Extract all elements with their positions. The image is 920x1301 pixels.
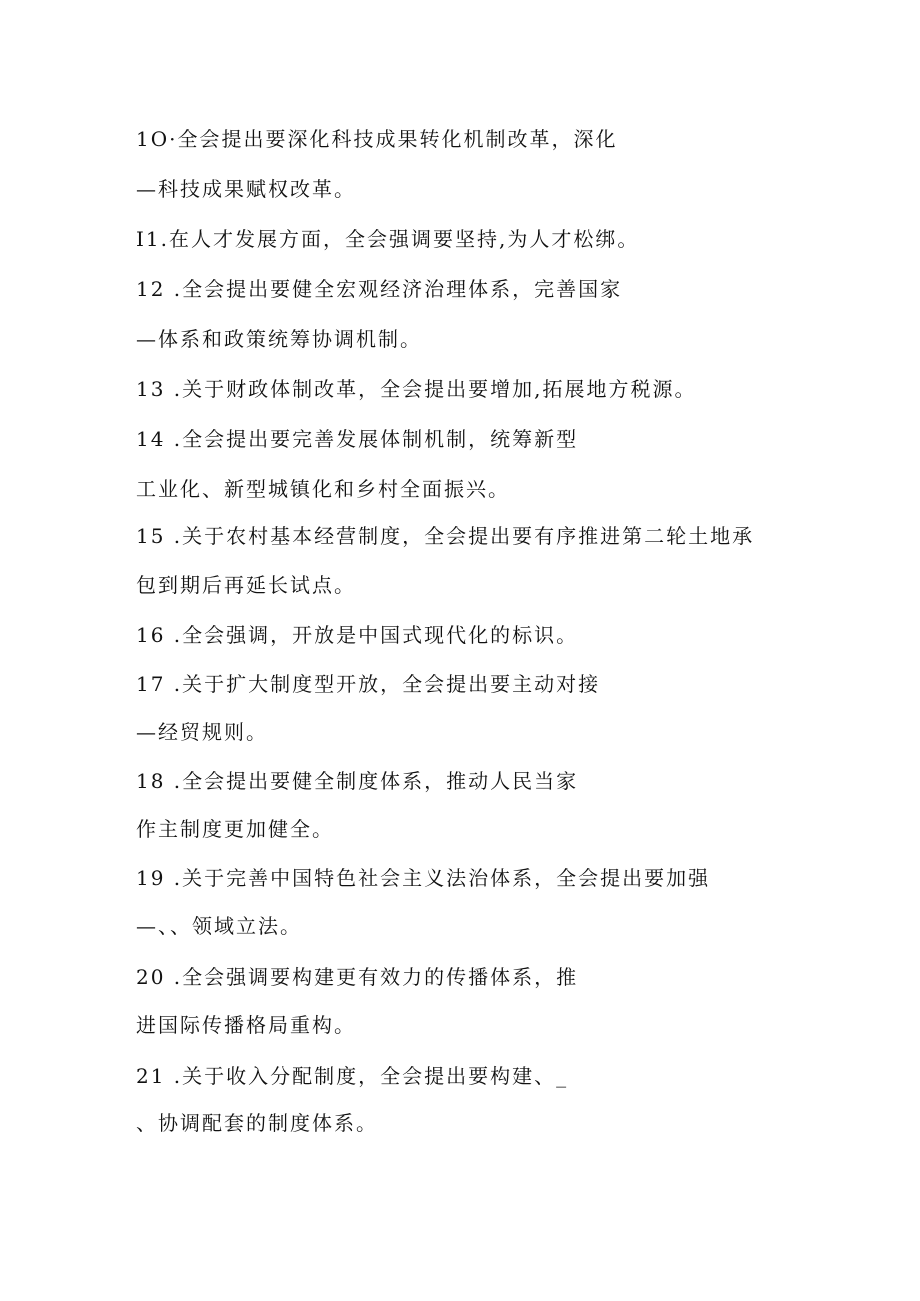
question-20-line-2: 进国际传播格局重构。 bbox=[136, 1013, 356, 1037]
question-17-line-2: —经贸规则。 bbox=[136, 720, 268, 744]
question-18-line-2: 作主制度更加健全。 bbox=[136, 817, 334, 841]
question-10-line-1: 1O·全会提出要深化科技成果转化机制改革，深化 bbox=[136, 127, 618, 151]
question-14-line-2: 工业化、新型城镇化和乡村全面振兴。 bbox=[136, 477, 510, 501]
question-16-line-1: 16 .全会强调，开放是中国式现代化的标识。 bbox=[136, 623, 579, 647]
question-12-line-2: —体系和政策统筹协调机制。 bbox=[136, 327, 422, 351]
question-14-line-1: 14 .全会提出要完善发展体制机制，统筹新型 bbox=[136, 427, 579, 451]
question-15-line-2: 包到期后再延长试点。 bbox=[136, 573, 356, 597]
question-19-line-1: 19 .关于完善中国特色社会主义法治体系，全会提出要加强 bbox=[136, 866, 711, 890]
question-19-line-2: —、、领域立法。 bbox=[136, 914, 302, 938]
question-17-line-1: 17 .关于扩大制度型开放，全会提出要主动对接 bbox=[136, 672, 601, 696]
question-12-line-1: 12 .全会提出要健全宏观经济治理体系，完善国家 bbox=[136, 277, 623, 301]
question-21-line-1: 21 .关于收入分配制度，全会提出要构建、_ bbox=[136, 1064, 569, 1088]
question-18-line-1: 18 .全会提出要健全制度体系，推动人民当家 bbox=[136, 769, 579, 793]
question-20-line-1: 20 .全会强调要构建更有效力的传播体系，推 bbox=[136, 965, 579, 989]
question-15-line-1: 15 .关于农村基本经营制度，全会提出要有序推进第二轮土地承 bbox=[136, 524, 755, 548]
question-10-line-2: —科技成果赋权改革。 bbox=[136, 177, 356, 201]
question-13-line-1: 13 .关于财政体制改革，全会提出要增加,拓展地方税源。 bbox=[136, 377, 697, 401]
question-21-line-2: 、协调配套的制度体系。 bbox=[136, 1111, 378, 1135]
question-11-line-1: I1.在人才发展方面，全会强调要坚持,为人才松绑。 bbox=[136, 227, 640, 251]
